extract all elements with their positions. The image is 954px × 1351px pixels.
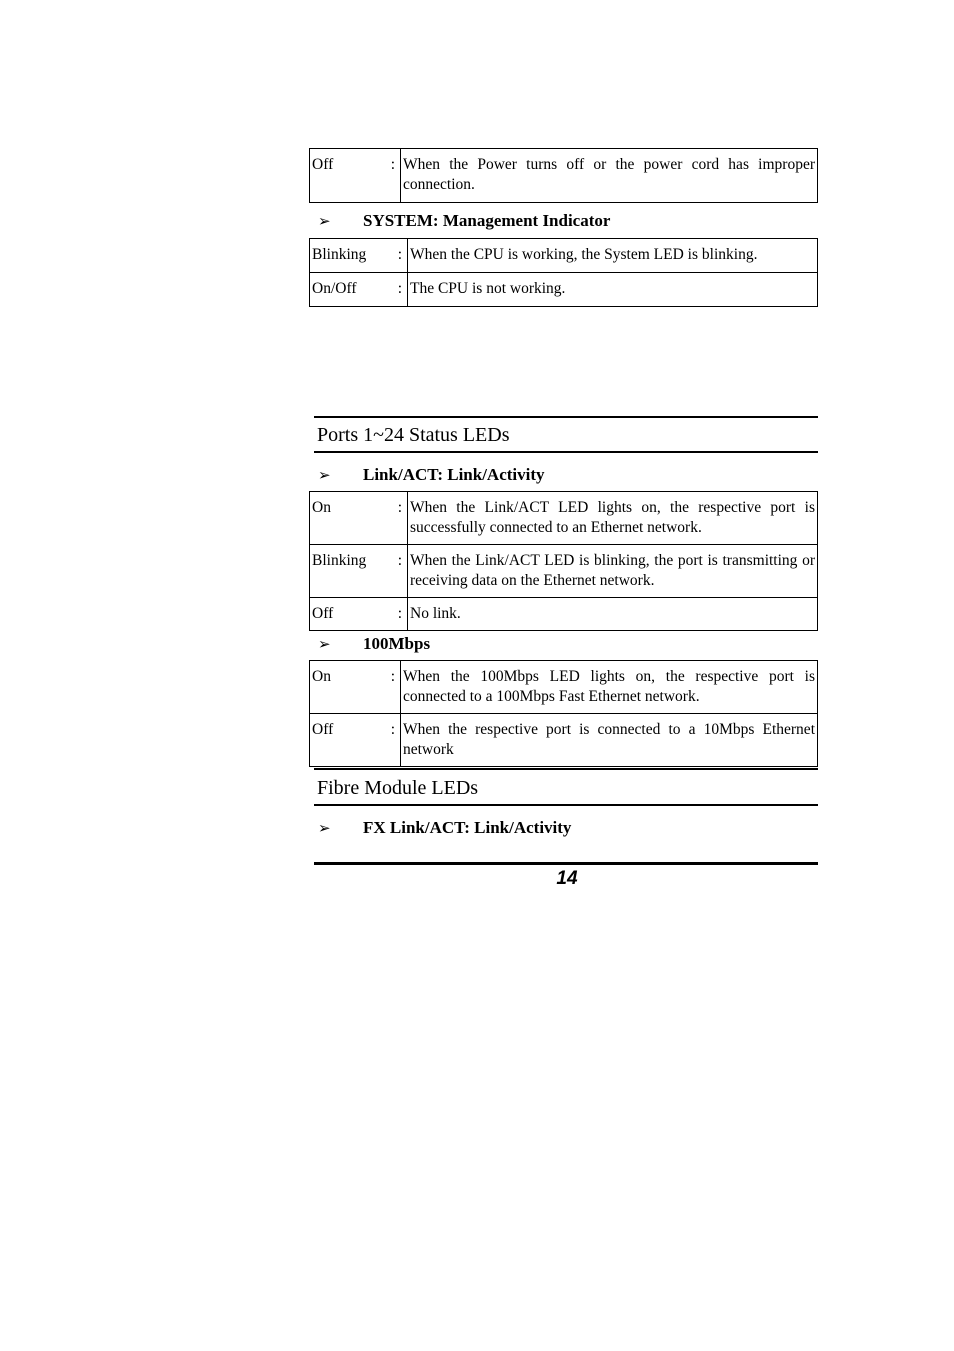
led-state: On : <box>310 661 401 714</box>
led-state: Blinking : <box>310 239 408 273</box>
led-state: On : <box>310 492 408 545</box>
section-rule <box>314 768 818 770</box>
table-row <box>310 273 818 307</box>
table-row <box>310 492 818 545</box>
arrow-bullet-icon: ➢ <box>318 819 331 837</box>
section-title-fibre: Fibre Module LEDs <box>317 777 479 799</box>
table-row <box>310 598 818 631</box>
led-description: When the Link/ACT LED lights on, the respective port is successfully connected to an Ethernet network. <box>408 492 818 545</box>
led-description: When the CPU is working, the System LED is blinking. <box>408 239 818 273</box>
page-number: 14 <box>556 868 578 889</box>
section-rule <box>314 416 818 418</box>
led-description: When the Link/ACT LED is blinking, the port is transmitting or receiving data on the Ethernet network. <box>408 545 818 598</box>
table-row <box>310 545 818 598</box>
led-state: Off : <box>310 714 401 767</box>
led-description: When the Power turns off or the power cord has improper connection. <box>401 149 818 203</box>
footer-rule <box>314 862 818 865</box>
led-state: Off : <box>310 598 408 631</box>
arrow-bullet-icon: ➢ <box>318 635 331 653</box>
system-led-table <box>309 238 818 307</box>
led-state: Off : <box>310 149 401 203</box>
led-description: No link. <box>408 598 818 631</box>
led-state: Blinking : <box>310 545 408 598</box>
section-rule <box>314 804 818 806</box>
section-rule <box>314 451 818 453</box>
led-state: On/Off : <box>310 273 408 307</box>
power-led-table <box>309 148 818 203</box>
led-description: When the 100Mbps LED lights on, the respective port is connected to a 100Mbps Fast Ethernet network. <box>401 661 818 714</box>
led-description: When the respective port is connected to a 10Mbps Ethernet network <box>401 714 818 767</box>
table-row <box>310 149 818 203</box>
table-row <box>310 239 818 273</box>
section-title-ports: Ports 1~24 Status LEDs <box>317 424 510 446</box>
mbps100-led-table <box>309 660 818 767</box>
table-row <box>310 661 818 714</box>
link-act-led-table <box>309 491 818 631</box>
table-row <box>310 714 818 767</box>
led-description: The CPU is not working. <box>408 273 818 307</box>
arrow-bullet-icon: ➢ <box>318 212 331 230</box>
arrow-bullet-icon: ➢ <box>318 466 331 484</box>
